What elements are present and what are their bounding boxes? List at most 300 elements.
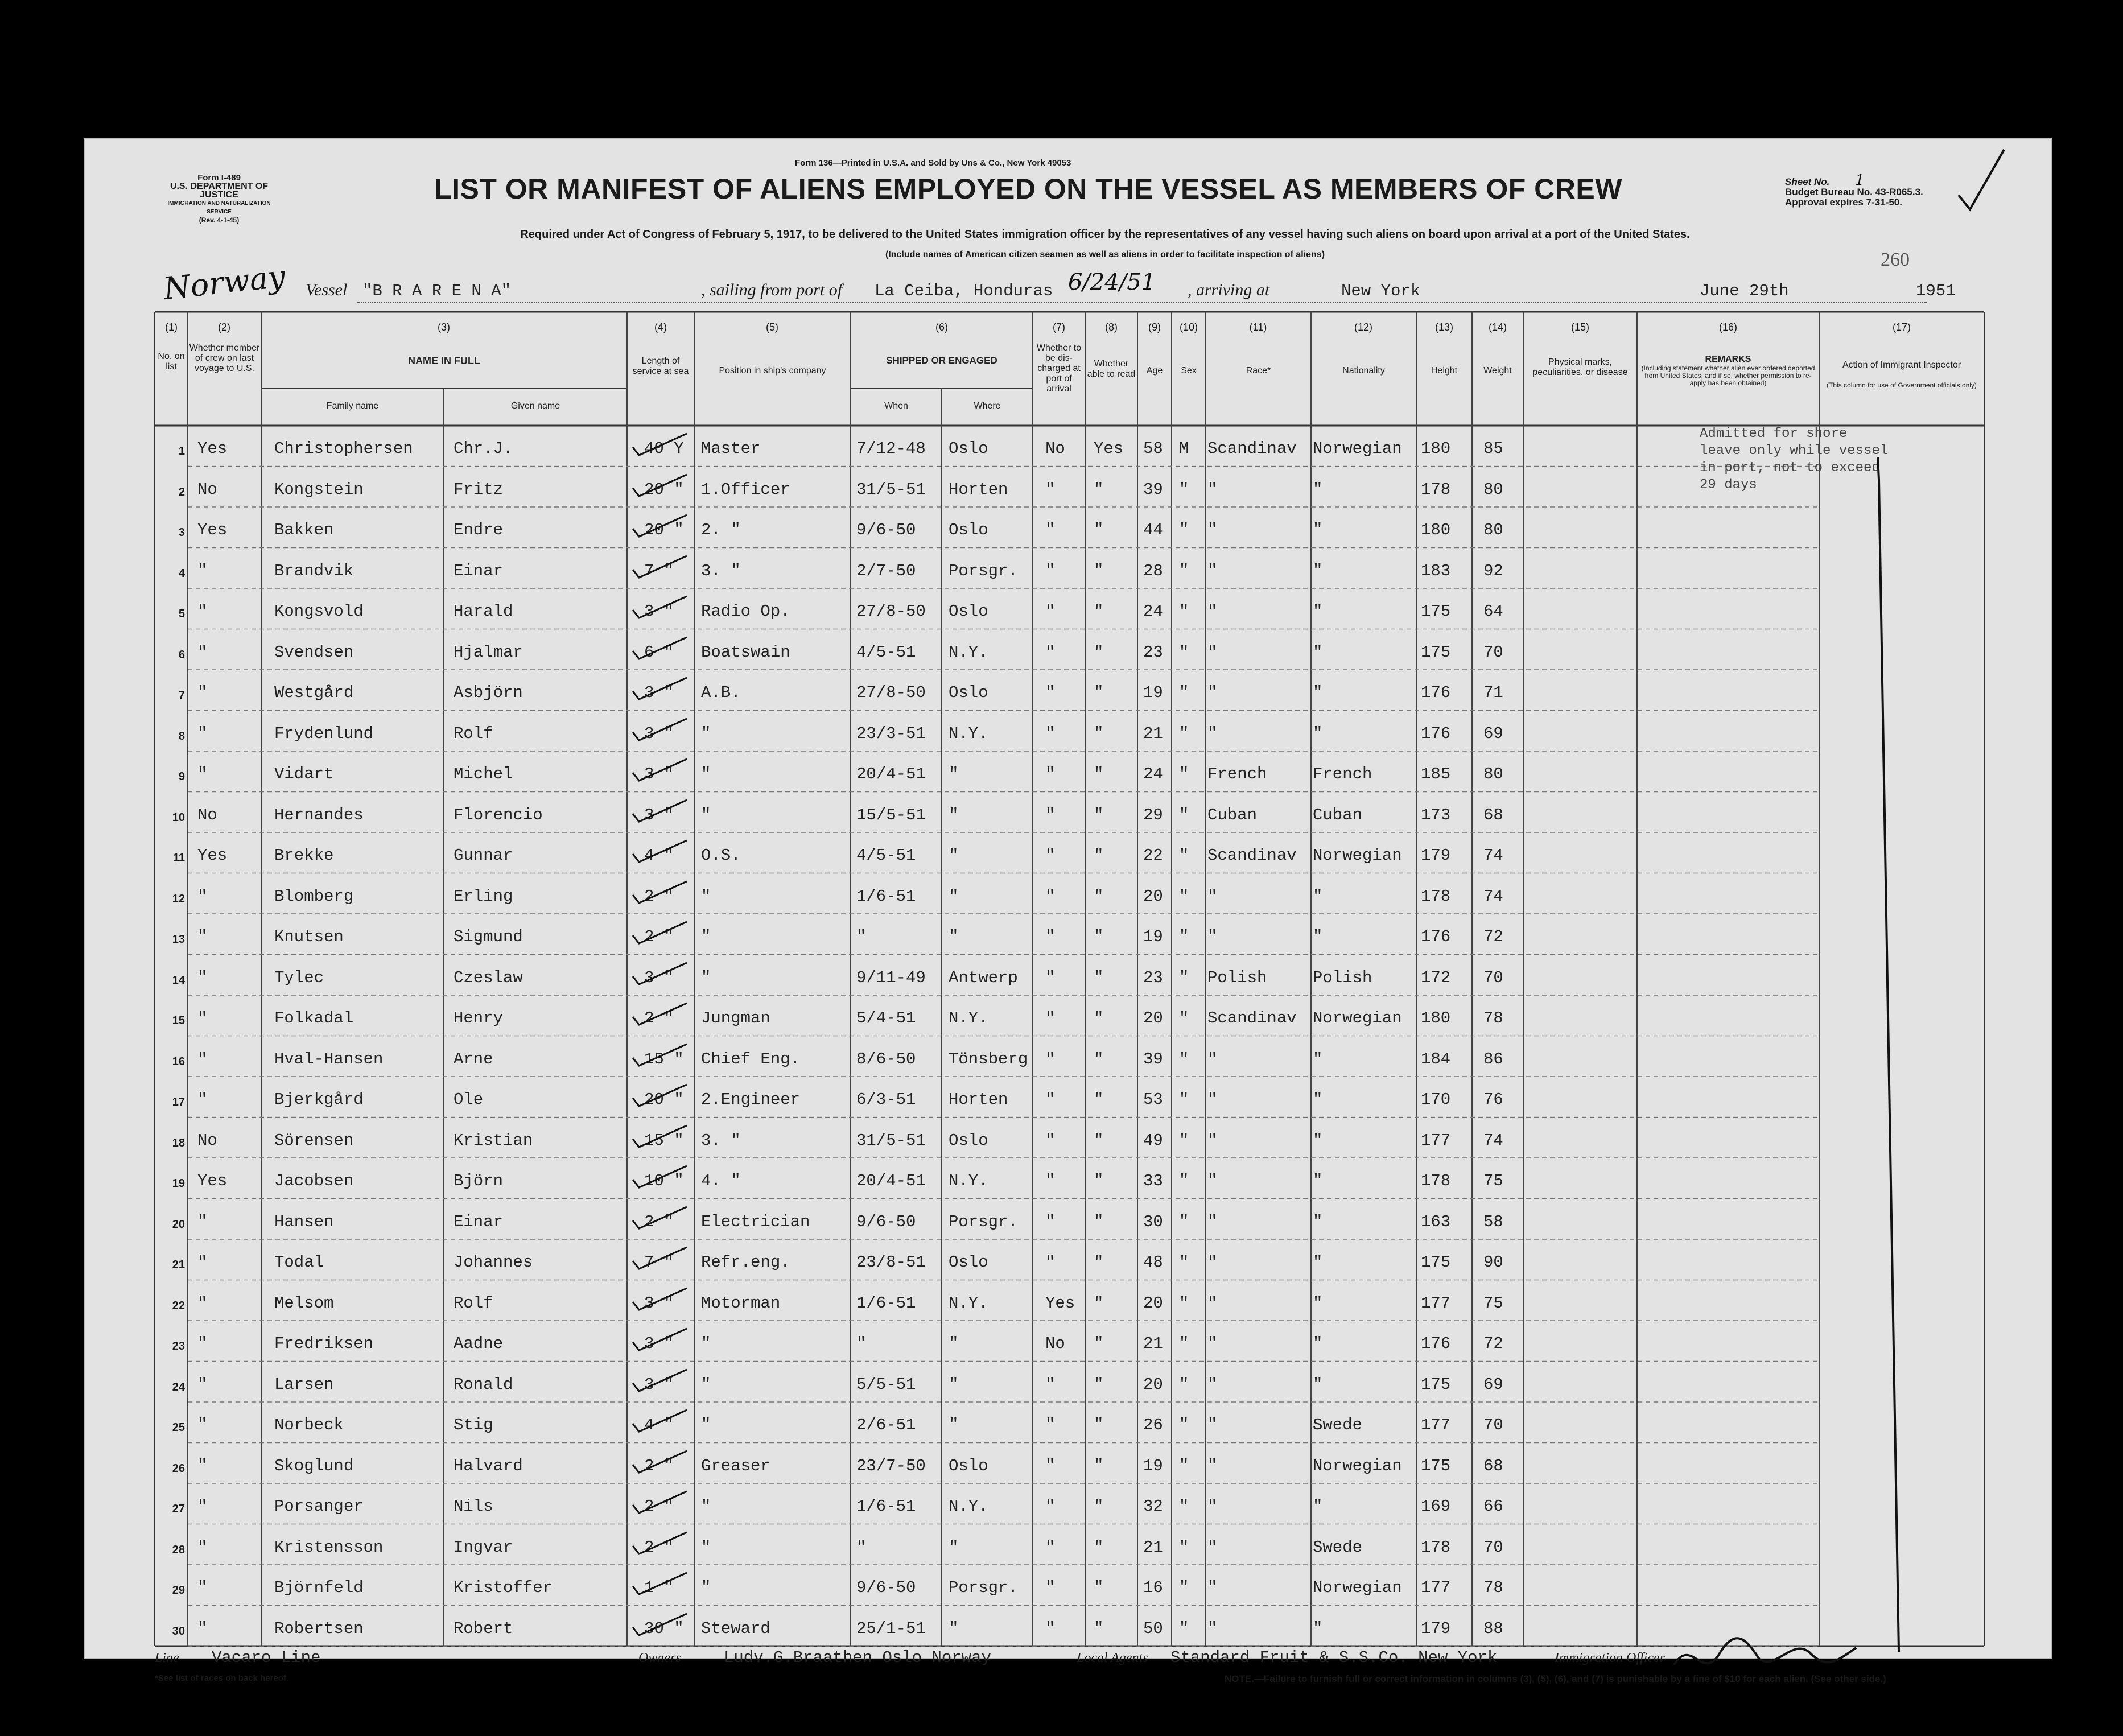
- cell-discharged: ": [1045, 1456, 1056, 1475]
- cell-discharged: ": [1045, 1619, 1056, 1638]
- cell-family-name: Fredriksen: [274, 1334, 374, 1353]
- check-mark: [630, 554, 692, 582]
- cell-position: ": [701, 1497, 711, 1516]
- cell-discharged: ": [1045, 1212, 1056, 1231]
- cell-row-number: 11: [172, 852, 185, 864]
- col-header-weight: Weight: [1483, 366, 1512, 376]
- cell-discharged: ": [1045, 1416, 1056, 1434]
- cell-weight: 85: [1483, 439, 1503, 458]
- footer-line-label: Line: [155, 1651, 179, 1665]
- cell-able-to-read: ": [1094, 1049, 1104, 1069]
- cell-service-length: 3 ": [644, 602, 674, 621]
- cell-nationality: ": [1313, 886, 1323, 906]
- cell-position: 2.Engineer: [701, 1090, 801, 1109]
- cell-age: 39: [1143, 480, 1163, 499]
- cell-service-length: 3 ": [644, 683, 674, 702]
- cell-discharged: ": [1045, 683, 1056, 702]
- cell-weight: 68: [1483, 805, 1503, 824]
- cell-family-name: Brandvik: [274, 561, 354, 580]
- cell-height: 175: [1421, 1375, 1451, 1394]
- footer-line-value: Vacaro Line: [212, 1648, 321, 1667]
- cell-position: ": [701, 805, 711, 824]
- cell-prev-voyage: No: [197, 1131, 217, 1150]
- check-mark: [630, 1001, 692, 1029]
- cell-height: 175: [1421, 1456, 1451, 1475]
- cell-row-number: 19: [172, 1177, 185, 1190]
- table-row: [84, 1565, 2052, 1605]
- cell-nationality: ": [1313, 1334, 1323, 1353]
- cell-able-to-read: ": [1094, 683, 1104, 702]
- cell-given-name: Asbjörn: [454, 683, 523, 702]
- check-mark: [630, 919, 692, 948]
- cell-age: 50: [1143, 1619, 1163, 1638]
- cell-sex: ": [1179, 968, 1189, 987]
- cell-able-to-read: ": [1094, 968, 1104, 987]
- cell-shipped-when: 9/6-50: [856, 1212, 916, 1231]
- cell-height: 180: [1421, 521, 1451, 539]
- cell-service-length: 3 ": [644, 968, 674, 987]
- cell-able-to-read: ": [1094, 846, 1104, 865]
- footnote-races: *See list of races on back hereof.: [155, 1673, 289, 1683]
- table-row: [84, 670, 2052, 710]
- cell-age: 32: [1143, 1497, 1163, 1516]
- column-number: (8): [1105, 321, 1118, 333]
- cell-weight: 80: [1483, 480, 1503, 499]
- cell-sex: M: [1179, 439, 1189, 458]
- cell-height: 175: [1421, 642, 1451, 662]
- cell-age: 21: [1143, 724, 1163, 743]
- cell-shipped-where: Oslo: [949, 602, 988, 621]
- check-mark: [630, 960, 692, 989]
- cell-shipped-where: ": [949, 1416, 959, 1434]
- cell-given-name: Michel: [454, 765, 513, 784]
- cell-family-name: Robertsen: [274, 1619, 364, 1638]
- cell-race: French: [1207, 765, 1267, 784]
- cell-age: 29: [1143, 805, 1163, 824]
- cell-service-length: 2 ": [644, 1456, 674, 1475]
- cell-given-name: Arne: [454, 1049, 493, 1069]
- cell-sex: ": [1179, 1619, 1189, 1638]
- cell-prev-voyage: ": [197, 724, 208, 743]
- cell-service-length: 30 ": [644, 1619, 684, 1638]
- sheet-label: Sheet No.: [1785, 176, 1830, 187]
- cell-weight: 86: [1483, 1049, 1503, 1069]
- table-row: [84, 1402, 2052, 1442]
- table-row: [84, 1036, 2052, 1077]
- cell-nationality: ": [1313, 642, 1323, 662]
- cell-prev-voyage: ": [197, 1009, 208, 1028]
- page-title: LIST OR MANIFEST OF ALIENS EMPLOYED ON THE VESSEL AS MEMBERS OF CREW: [434, 173, 1622, 205]
- cell-height: 179: [1421, 1619, 1451, 1638]
- check-mark: [630, 1286, 692, 1314]
- cell-shipped-when: ": [856, 1537, 867, 1557]
- cell-row-number: 9: [178, 770, 185, 783]
- cell-service-length: 4 ": [644, 846, 674, 865]
- cell-prev-voyage: ": [197, 1497, 208, 1516]
- cell-height: 177: [1421, 1293, 1451, 1313]
- cell-sex: ": [1179, 480, 1189, 499]
- cell-weight: 68: [1483, 1456, 1503, 1475]
- cell-sex: ": [1179, 1334, 1189, 1353]
- table-row: [84, 792, 2052, 832]
- cell-race: ": [1207, 886, 1218, 906]
- cell-service-length: 3 ": [644, 1293, 674, 1313]
- cell-height: 177: [1421, 1416, 1451, 1434]
- cell-position: 3. ": [701, 561, 741, 580]
- column-number: (7): [1053, 321, 1065, 333]
- cell-race: ": [1207, 1049, 1218, 1069]
- cell-given-name: Fritz: [454, 480, 504, 499]
- check-mark: [630, 1205, 692, 1233]
- cell-nationality: ": [1313, 927, 1323, 946]
- cell-family-name: Sörensen: [274, 1131, 354, 1150]
- cell-height: 183: [1421, 561, 1451, 580]
- cell-discharged: ": [1045, 846, 1056, 865]
- approval-expires: Approval expires 7-31-50.: [1785, 197, 1902, 208]
- footer-owners-label: Owners: [638, 1651, 681, 1665]
- cell-sex: ": [1179, 1049, 1189, 1069]
- col-header-age: Age: [1146, 366, 1163, 376]
- cell-shipped-where: Antwerp: [949, 968, 1018, 987]
- cell-service-length: 2 ": [644, 1009, 674, 1028]
- cell-prev-voyage: ": [197, 1212, 208, 1231]
- cell-discharged: ": [1045, 602, 1056, 621]
- cell-row-number: 23: [172, 1340, 185, 1352]
- cell-weight: 75: [1483, 1172, 1503, 1190]
- cell-discharged: ": [1045, 1497, 1056, 1516]
- cell-race: ": [1207, 1497, 1218, 1516]
- cell-position: 4. ": [701, 1172, 741, 1190]
- cell-service-length: 6 ": [644, 642, 674, 662]
- cell-shipped-when: ": [856, 927, 867, 946]
- cell-height: 175: [1421, 1253, 1451, 1272]
- cell-age: 19: [1143, 927, 1163, 946]
- cell-row-number: 8: [178, 729, 185, 743]
- cell-height: 179: [1421, 846, 1451, 865]
- cell-discharged: ": [1045, 1172, 1056, 1190]
- check-mark: [630, 879, 692, 908]
- cell-given-name: Chr.J.: [454, 439, 513, 458]
- cell-sex: ": [1179, 1375, 1189, 1394]
- cell-family-name: Christophersen: [274, 439, 413, 458]
- cell-age: 30: [1143, 1212, 1163, 1231]
- cell-nationality: ": [1313, 480, 1323, 499]
- cell-age: 20: [1143, 1009, 1163, 1028]
- cell-discharged: ": [1045, 1537, 1056, 1557]
- col-header-inspector: Action of Immigrant Inspector: [1842, 360, 1961, 370]
- cell-race: ": [1207, 1375, 1218, 1394]
- cell-service-length: 2 ": [644, 886, 674, 906]
- cell-able-to-read: ": [1094, 724, 1104, 743]
- cell-age: 23: [1143, 642, 1163, 662]
- cell-race: ": [1207, 1253, 1218, 1272]
- cell-able-to-read: ": [1094, 927, 1104, 946]
- cell-prev-voyage: ": [197, 927, 208, 946]
- cell-height: 178: [1421, 1537, 1451, 1557]
- cell-nationality: Norwegian: [1313, 439, 1402, 458]
- cell-family-name: Larsen: [274, 1375, 334, 1394]
- cell-shipped-where: N.Y.: [949, 1293, 988, 1313]
- cell-able-to-read: ": [1094, 561, 1104, 580]
- cell-race: ": [1207, 521, 1218, 539]
- cell-weight: 80: [1483, 765, 1503, 784]
- cell-race: Scandinav: [1207, 1009, 1297, 1028]
- col-header-service: Length of service at sea: [632, 356, 689, 376]
- cell-service-length: 20 ": [644, 1090, 684, 1109]
- cell-service-length: 4 ": [644, 1416, 674, 1434]
- cell-position: ": [701, 1578, 711, 1597]
- cell-race: ": [1207, 1578, 1218, 1597]
- arrival-date: June 29th: [1700, 282, 1789, 300]
- cell-shipped-when: 15/5-51: [856, 805, 926, 824]
- cell-position: ": [701, 1416, 711, 1434]
- cell-weight: 70: [1483, 642, 1503, 662]
- cell-weight: 74: [1483, 846, 1503, 865]
- cell-family-name: Folkadal: [274, 1009, 354, 1028]
- cell-row-number: 5: [178, 608, 185, 620]
- check-mark: [630, 838, 692, 867]
- cell-weight: 75: [1483, 1293, 1503, 1313]
- cell-service-length: 3 ": [644, 724, 674, 743]
- cell-height: 178: [1421, 480, 1451, 499]
- cell-shipped-when: 4/5-51: [856, 846, 916, 865]
- col-header-prev-voyage: Whether member of crew on last voyage to U.S.: [189, 343, 260, 373]
- col-header-where: Where: [974, 401, 1001, 411]
- cell-height: 175: [1421, 602, 1451, 621]
- cell-height: 176: [1421, 724, 1451, 743]
- cell-age: 19: [1143, 1456, 1163, 1475]
- cell-nationality: ": [1313, 1375, 1323, 1394]
- column-number: (15): [1570, 321, 1589, 333]
- cell-age: 33: [1143, 1172, 1163, 1190]
- cell-shipped-when: 31/5-51: [856, 480, 926, 499]
- cell-age: 28: [1143, 561, 1163, 580]
- cell-given-name: Björn: [454, 1172, 504, 1190]
- cell-shipped-where: N.Y.: [949, 724, 988, 743]
- col-header-remarks: REMARKS: [1705, 354, 1751, 364]
- cell-race: ": [1207, 1172, 1218, 1190]
- cell-family-name: Skoglund: [274, 1456, 354, 1475]
- handwritten-country: Norway: [162, 258, 287, 307]
- column-number: (4): [654, 321, 667, 333]
- cell-family-name: Melsom: [274, 1293, 334, 1313]
- cell-nationality: ": [1313, 561, 1323, 580]
- cell-shipped-when: 23/7-50: [856, 1456, 926, 1475]
- cell-shipped-when: 4/5-51: [856, 642, 916, 662]
- cell-given-name: Halvard: [454, 1456, 523, 1475]
- cell-given-name: Kristian: [454, 1131, 533, 1150]
- table-row: [84, 1239, 2052, 1280]
- cell-nationality: ": [1313, 1090, 1323, 1109]
- col-header-shipped: SHIPPED OR ENGAGED: [886, 355, 997, 366]
- check-mark: [630, 1042, 692, 1070]
- cell-row-number: 30: [172, 1624, 185, 1638]
- cell-height: 173: [1421, 805, 1451, 824]
- cell-nationality: Norwegian: [1313, 1578, 1402, 1597]
- check-mark: [630, 1367, 692, 1396]
- cell-nationality: ": [1313, 521, 1323, 539]
- cell-sex: ": [1179, 1253, 1189, 1272]
- check-mark: [630, 594, 692, 622]
- cell-service-length: 7 ": [644, 561, 674, 580]
- table-row: [84, 629, 2052, 670]
- cell-family-name: Hernandes: [274, 805, 364, 824]
- cell-family-name: Kongstein: [274, 480, 364, 499]
- cell-race: ": [1207, 927, 1218, 946]
- cell-weight: 70: [1483, 1416, 1503, 1434]
- cell-nationality: French: [1313, 765, 1372, 784]
- budget-bureau: Budget Bureau No. 43-R065.3.: [1785, 187, 1923, 197]
- cell-discharged: ": [1045, 1009, 1056, 1028]
- cell-row-number: 29: [172, 1584, 185, 1597]
- table-row: [84, 955, 2052, 995]
- cell-weight: 74: [1483, 1131, 1503, 1150]
- cell-sex: ": [1179, 1090, 1189, 1109]
- column-number: (2): [218, 321, 230, 333]
- cell-able-to-read: ": [1094, 1172, 1104, 1190]
- cell-shipped-where: Porsgr.: [949, 561, 1018, 580]
- cell-able-to-read: ": [1094, 480, 1104, 499]
- cell-able-to-read: ": [1094, 1578, 1104, 1597]
- cell-shipped-where: N.Y.: [949, 1009, 988, 1028]
- cell-height: 180: [1421, 1009, 1451, 1028]
- cell-discharged: ": [1045, 561, 1056, 580]
- cell-able-to-read: ": [1094, 1090, 1104, 1109]
- cell-weight: 74: [1483, 886, 1503, 906]
- cell-weight: 70: [1483, 1537, 1503, 1557]
- cell-race: ": [1207, 1456, 1218, 1475]
- cell-prev-voyage: ": [197, 1253, 208, 1272]
- cell-shipped-when: ": [856, 1334, 867, 1353]
- cell-shipped-when: 27/8-50: [856, 683, 926, 702]
- check-mark: [630, 1530, 692, 1558]
- cell-prev-voyage: ": [197, 1619, 208, 1638]
- table-row: [84, 1321, 2052, 1361]
- cell-age: 20: [1143, 886, 1163, 906]
- cell-shipped-when: 8/6-50: [856, 1049, 916, 1069]
- column-number: (17): [1892, 321, 1911, 333]
- cell-age: 48: [1143, 1253, 1163, 1272]
- footer-penalty-note: NOTE.—Failure to furnish full or correct information in columns (3), (5), (6), and (7) is punishable by a fine of $10 for each alien. (See other side.): [1225, 1673, 1886, 1684]
- cell-shipped-where: Oslo: [949, 683, 988, 702]
- cell-given-name: Endre: [454, 521, 504, 539]
- cell-position: ": [701, 886, 711, 906]
- cell-able-to-read: ": [1094, 1456, 1104, 1475]
- cell-position: Refr.eng.: [701, 1253, 790, 1272]
- cell-age: 26: [1143, 1416, 1163, 1434]
- table-row: [84, 548, 2052, 588]
- check-mark: [630, 1326, 692, 1355]
- col-header-height: Height: [1431, 366, 1458, 376]
- cell-race: ": [1207, 1212, 1218, 1231]
- cell-family-name: Norbeck: [274, 1416, 344, 1434]
- cell-row-number: 21: [172, 1259, 185, 1271]
- sailing-port: La Ceiba, Honduras: [875, 282, 1053, 300]
- col-header-nationality: Nationality: [1342, 366, 1385, 376]
- cell-sex: ": [1179, 1456, 1189, 1475]
- col-header-read: Whether able to read: [1087, 359, 1136, 379]
- cell-sex: ": [1179, 1212, 1189, 1231]
- cell-race: ": [1207, 1131, 1218, 1150]
- cell-nationality: ": [1313, 1212, 1323, 1231]
- check-mark: [630, 431, 692, 460]
- cell-row-number: 28: [172, 1543, 185, 1556]
- cell-prev-voyage: ": [197, 886, 208, 906]
- cell-given-name: Nils: [454, 1497, 493, 1516]
- form-printer-line: Form 136—Printed in U.S.A. and Sold by Uns & Co., New York 49053: [795, 158, 1071, 168]
- cell-position: ": [701, 765, 711, 784]
- cell-row-number: 18: [172, 1136, 185, 1149]
- cell-shipped-where: Oslo: [949, 1253, 988, 1272]
- cell-family-name: Bakken: [274, 521, 334, 539]
- cell-discharged: ": [1045, 927, 1056, 946]
- cell-age: 44: [1143, 521, 1163, 539]
- cell-able-to-read: ": [1094, 1131, 1104, 1150]
- cell-nationality: Swede: [1313, 1416, 1363, 1434]
- cell-able-to-read: Yes: [1094, 439, 1124, 458]
- cell-discharged: ": [1045, 1131, 1056, 1150]
- cell-position: Motorman: [701, 1293, 781, 1313]
- cell-position: 3. ": [701, 1131, 741, 1150]
- col-header-position: Position in ship's company: [719, 366, 826, 376]
- cell-age: 49: [1143, 1131, 1163, 1150]
- remarks-admitted-note: Admitted for shore leave only while vessel in port, not to exceed 29 days: [1700, 426, 1889, 493]
- cell-row-number: 1: [178, 445, 185, 457]
- cell-position: Radio Op.: [701, 602, 790, 621]
- cell-shipped-when: 23/3-51: [856, 724, 926, 743]
- check-mark: [630, 1123, 692, 1152]
- col-header-physical-marks: Physical marks, peculiarities, or disease: [1532, 357, 1628, 377]
- cell-discharged: ": [1045, 1375, 1056, 1394]
- table-row: [84, 1280, 2052, 1321]
- cell-shipped-when: 1/6-51: [856, 1497, 916, 1516]
- cell-sex: ": [1179, 642, 1189, 662]
- cell-race: ": [1207, 683, 1218, 702]
- cell-height: 180: [1421, 439, 1451, 458]
- cell-able-to-read: ": [1094, 1212, 1104, 1231]
- cell-position: Greaser: [701, 1456, 770, 1475]
- vessel-name: "B R A R E N A": [362, 282, 512, 300]
- cell-race: Scandinav: [1207, 439, 1297, 458]
- cell-race: Cuban: [1207, 805, 1258, 824]
- cell-shipped-where: Porsgr.: [949, 1212, 1018, 1231]
- cell-shipped-where: Tönsberg: [949, 1049, 1028, 1069]
- table-row: [84, 751, 2052, 791]
- cell-weight: 70: [1483, 968, 1503, 987]
- cell-nationality: Norwegian: [1313, 1456, 1402, 1475]
- cell-sex: ": [1179, 846, 1189, 865]
- col-header-remarks-note: (Including statement whether alien ever ordered deported from United States, and if so, whether permission to re-apply has been obtained): [1641, 364, 1815, 387]
- cell-service-length: 2 ": [644, 927, 674, 946]
- check-mark: [630, 1489, 692, 1518]
- cell-discharged: ": [1045, 480, 1056, 499]
- cell-sex: ": [1179, 1497, 1189, 1516]
- cell-sex: ": [1179, 805, 1189, 824]
- cell-service-length: 2 ": [644, 1497, 674, 1516]
- cell-shipped-where: ": [949, 1537, 959, 1557]
- cell-position: 2. ": [701, 521, 741, 539]
- cell-shipped-when: 25/1-51: [856, 1619, 926, 1638]
- cell-prev-voyage: ": [197, 561, 208, 580]
- check-mark: [630, 1408, 692, 1436]
- cell-family-name: Todal: [274, 1253, 324, 1272]
- footer-agents-label: Local Agents: [1077, 1651, 1148, 1665]
- cell-prev-voyage: ": [197, 1416, 208, 1434]
- cell-weight: 72: [1483, 1334, 1503, 1353]
- column-number: (1): [165, 321, 178, 333]
- cell-prev-voyage: ": [197, 1578, 208, 1597]
- cell-position: O.S.: [701, 846, 741, 865]
